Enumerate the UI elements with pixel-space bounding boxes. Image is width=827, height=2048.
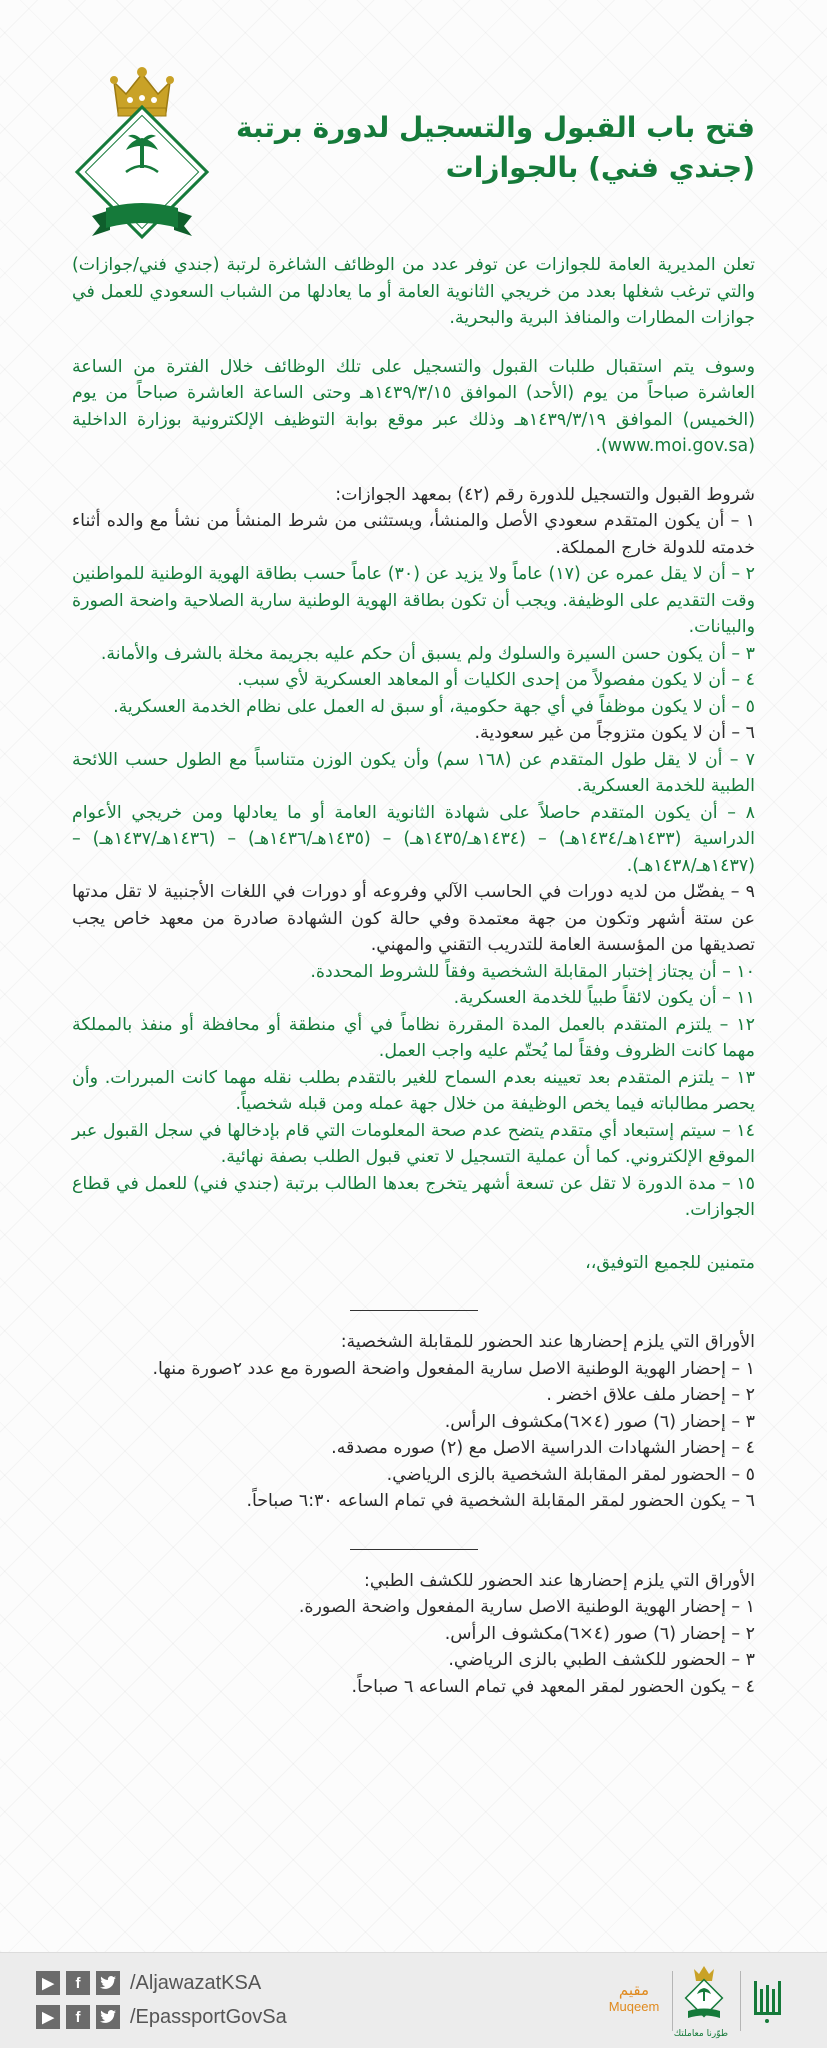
passports-emblem-icon: [62, 60, 222, 240]
interview-docs-section: [72, 1329, 755, 1515]
condition-item: ٣ – أن يكون حسن السيرة والسلوك ولم يسبق أن حكم عليه بجريمة مخلة بالشرف والأمانة.: [100, 643, 755, 664]
intro-paragraph-2: وسوف يتم استقبال طلبات القبول والتسجيل على تلك الوظائف خلال الفترة من الساعة العاشرة صباحاً من يوم (الأحد) الموافق ١٤٣٩/٣/١٥هـ وحتى الساعة العاشرة صباحاً من يوم (الخميس) الموافق ١٤٣٩/٣/١٩هـ وذلك عبر موقع بوابة التوظيف الإلكترونية بوزارة الداخلية (www.moi.gov.sa).: [72, 356, 755, 456]
condition-item: ١٠ – أن يجتاز إختبار المقابلة الشخصية وفقاً للشروط المحددة.: [310, 961, 755, 982]
absher-logo: [752, 1975, 782, 2025]
interview-doc-item: ٦ – يكون الحضور لمقر المقابلة الشخصية في تمام الساعه ٦:٣٠ صباحاً.: [246, 1491, 755, 1511]
title-line-2: (جندي فني) بالجوازات: [445, 151, 755, 184]
interview-docs-heading: الأوراق التي يلزم إحضارها عند الحضور للمقابلة الشخصية:: [340, 1332, 755, 1352]
medical-doc-item: ٣ – الحضور للكشف الطبي بالزى الرياضي.: [448, 1650, 755, 1670]
facebook-icon[interactable]: f: [66, 1971, 90, 1995]
interview-doc-item: ٢ – إحضار ملف علاق اخضر .: [546, 1385, 755, 1405]
condition-item: ١ – أن يكون المتقدم سعودي الأصل والمنشأ، ويستثنى من شرط المنشأ من نشأ مع والده أثناء خدمته للدولة خارج المملكة.: [72, 511, 755, 558]
announcement-body: [72, 252, 755, 1700]
conditions-list: [72, 508, 755, 1224]
absher-icon: [752, 1975, 782, 2025]
condition-item: ٦ – أن لا يكون متزوجاً من غير سعودية.: [474, 723, 755, 743]
condition-item: ٢ – أن لا يقل عمره عن (١٧) عاماً ولا يزيد عن (٣٠) عاماً حسب بطاقة الهوية الوطنية للمواطنين وقت التقديم على الوظيفة. ويجب أن تكون بطاقة الهوية الوطنية سارية الصلاحية واضحة الصورة والبيانات.: [72, 564, 755, 637]
mini-passports-emblem: [673, 1961, 728, 2045]
social-row-epassport: [36, 2001, 287, 2033]
condition-item: ١٥ – مدة الدورة لا تقل عن تسعة أشهر يتخرج بعدها الطالب برتبة (جندي فني) للعمل في قطاع الجوازات.: [72, 1173, 755, 1220]
condition-item: ٧ – أن لا يقل طول المتقدم عن (١٦٨ سم) وأن يكون الوزن متناسباً مع الطول حسب اللائحة الطبية للخدمة العسكرية.: [72, 749, 756, 796]
intro-paragraph-1: تعلن المديرية العامة للجوازات عن توفر عدد من الوظائف الشاغرة لرتبة (جندي فني/جوازات) والتي ترغب شغلها بعدد من خريجي الثانوية العامة أو ما يعادلها من الشباب السعودي للعمل في جوازات المطارات والمنافذ البرية والبحرية.: [72, 255, 755, 328]
interview-doc-item: ٥ – الحضور لمقر المقابلة الشخصية بالزى الرياضي.: [386, 1464, 755, 1485]
closing-line: متمنين للجميع التوفيق،،: [585, 1252, 755, 1273]
youtube-icon[interactable]: ▶: [36, 2005, 60, 2029]
footer-bar: [0, 1952, 827, 2048]
condition-item: ٤ – أن لا يكون مفصولاً من إحدى الكليات أو المعاهد العسكرية لأي سبب.: [237, 670, 755, 690]
condition-item: ٥ – أن لا يكون موظفاً في أي جهة حكومية، أو سبق له العمل على نظام الخدمة العسكرية.: [113, 696, 755, 717]
twitter-icon[interactable]: [96, 2005, 120, 2029]
condition-item: ١٣ – يلتزم المتقدم بعد تعيينه بعدم السماح للغير بالتقدم بطلب نقله مهما كانت المبررات. وأن يحصر مطالباته فيما يخص الوظيفة من خلال جهة عمله ومن قبله شخصياً.: [72, 1067, 755, 1114]
footer-divider: [672, 1971, 673, 2031]
condition-item: ١٢ – يلتزم المتقدم بالعمل المدة المقررة نظاماً في أي منطقة أو محافظة أو منفذ بالمملكة مهما كانت الظروف وفقاً لما يُحتّم عليه واجب العمل.: [72, 1014, 755, 1061]
facebook-icon[interactable]: f: [66, 2005, 90, 2029]
emblem-caption: طوّرنا معاملتك: [673, 2029, 728, 2039]
twitter-icon[interactable]: [96, 1971, 120, 1995]
conditions-heading: شروط القبول والتسجيل للدورة رقم (٤٢) بمعهد الجوازات:: [335, 484, 755, 505]
mini-emblem-icon: [680, 1961, 728, 2025]
page-title: [235, 108, 755, 188]
social-row-aljawazat: [36, 1967, 287, 1999]
condition-item: ٨ – أن يكون المتقدم حاصلاً على شهادة الثانوية العامة أو ما يعادلها ومن خريجي الأعوام الدراسية (١٤٣٣هـ/١٤٣٤هـ) – (١٤٣٤هـ/١٤٣٥هـ) – (١٤٣٥هـ/١٤٣٦هـ) – (١٤٣٦هـ/١٤٣٧هـ) – (١٤٣٧هـ/١٤٣٨هـ).: [72, 802, 756, 876]
muqeem-label-en: Muqeem: [608, 1999, 660, 2014]
medical-doc-item: ١ – إحضار الهوية الوطنية الاصل سارية المفعول واضحة الصورة.: [298, 1597, 755, 1617]
handle-aljawazat[interactable]: /AljawazatKSA: [130, 1971, 262, 1994]
medical-docs-section: [72, 1568, 755, 1701]
medical-doc-item: ٢ – إحضار (٦) صور (٤×٦)مكشوف الرأس.: [444, 1623, 755, 1644]
footer-divider: [740, 1971, 741, 2031]
condition-item: ١١ – أن يكون لائقاً طبياً للخدمة العسكرية.: [453, 988, 755, 1008]
section-divider: [350, 1310, 478, 1311]
handle-epassport[interactable]: /EpassportGovSa: [130, 2005, 287, 2028]
interview-doc-item: ٣ – إحضار (٦) صور (٤×٦)مكشوف الرأس.: [444, 1411, 755, 1432]
muqeem-label-ar: مقيم: [618, 1981, 650, 1999]
muqeem-logo: [604, 1981, 664, 2015]
passports-logo: [62, 60, 222, 240]
interview-doc-item: ٤ – إحضار الشهادات الدراسية الاصل مع (٢) صوره مصدقه.: [331, 1438, 755, 1458]
title-line-1: فتح باب القبول والتسجيل لدورة برتبة: [235, 111, 755, 144]
condition-item: ٩ – يفضّل من لديه دورات في الحاسب الآلي وفروعه أو دورات في اللغات الأجنبية لا تقل مدتها عن ستة أشهر وتكون من جهة معتمدة وفي حالة كون الشهادة صادرة من معهد خاص يجب تصديقها من المؤسسة العامة للتدريب التقني والمهني.: [72, 882, 755, 955]
section-divider: [350, 1549, 478, 1550]
medical-doc-item: ٤ – يكون الحضور لمقر المعهد في تمام الساعه ٦ صباحاً.: [351, 1676, 755, 1697]
social-links: [36, 1967, 287, 2035]
youtube-icon[interactable]: ▶: [36, 1971, 60, 1995]
condition-item: ١٤ – سيتم إستبعاد أي متقدم يتضح عدم صحة المعلومات التي قام بإدخالها في سجل القبول عبر الموقع الإلكتروني. كما أن عملية التسجيل لا تعني قبول الطلب بصفة نهائية.: [72, 1120, 755, 1167]
interview-doc-item: ١ – إحضار الهوية الوطنية الاصل سارية المفعول واضحة الصورة مع عدد ٢صورة منها.: [152, 1358, 755, 1379]
medical-docs-heading: الأوراق التي يلزم إحضارها عند الحضور للكشف الطبي:: [364, 1570, 755, 1591]
